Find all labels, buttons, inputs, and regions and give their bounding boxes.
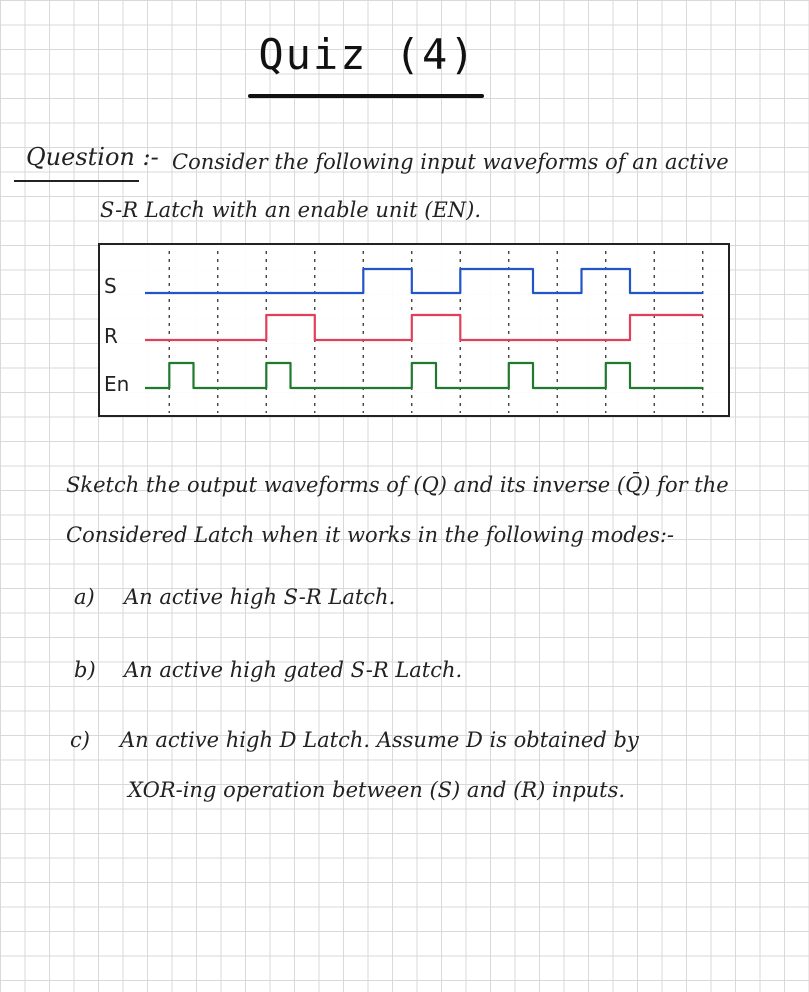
option-b-text: An active high gated S-R Latch.	[124, 658, 463, 682]
waveform-svg	[100, 245, 728, 415]
sketch-line1: Sketch the output waveforms of (Q) and its inverse (Q̄) for the	[66, 473, 729, 497]
question-label-underline	[14, 180, 139, 182]
signal-wave-1	[145, 315, 703, 340]
title-underline	[248, 94, 484, 98]
signal-label-0: S	[104, 274, 117, 298]
option-c-line2: XOR-ing operation between (S) and (R) inputs.	[128, 778, 626, 802]
option-c-text: An active high D Latch. Assume D is obtained by	[120, 728, 639, 752]
option-c	[70, 728, 639, 752]
option-a-letter: a)	[74, 585, 95, 609]
option-a	[74, 585, 395, 609]
quiz-title: Quiz (4)	[258, 30, 477, 79]
sketch-line2: Considered Latch when it works in the following modes:-	[66, 523, 675, 547]
option-a-text: An active high S-R Latch.	[124, 585, 396, 609]
signal-label-2: En	[104, 372, 130, 396]
signal-label-1: R	[104, 324, 118, 348]
option-c-letter: c)	[70, 728, 90, 752]
sketch-instructions	[66, 460, 796, 560]
question-label: Question :-	[26, 143, 159, 171]
option-b-letter: b)	[74, 658, 96, 682]
option-b	[74, 658, 462, 682]
signal-wave-2	[145, 363, 703, 388]
question-text-line2: S-R Latch with an enable unit (EN).	[100, 198, 482, 222]
signal-wave-0	[145, 269, 703, 293]
question-text-line1: Consider the following input waveforms of an active	[172, 150, 729, 174]
waveform-diagram	[98, 243, 730, 417]
